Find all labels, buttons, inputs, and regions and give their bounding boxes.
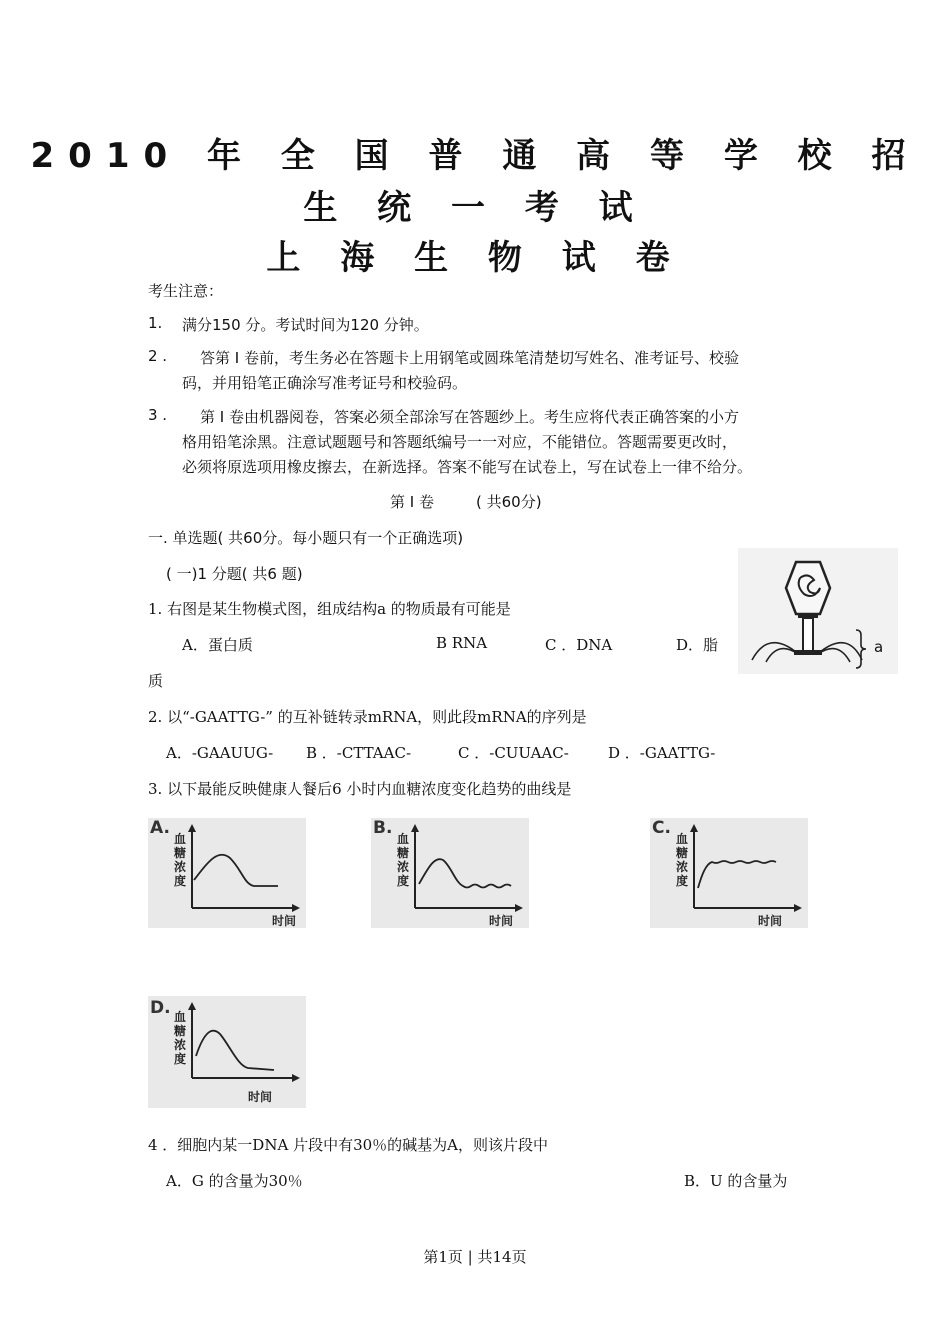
notice-item-3-line-2: 格用铅笔涂黑。注意试题题号和答题纸编号一一对应，不能错位。答题需要更改时， [182, 433, 738, 451]
notice-heading: 考生注意： [148, 282, 224, 300]
question-3-stem: 3. 以下最能反映健康人餐后6 小时内血糖浓度变化趋势的曲线是 [148, 780, 572, 798]
graph-d-y-label: 血糖浓度 [174, 1010, 187, 1066]
graph-b-letter: B. [373, 818, 393, 838]
question-2-stem: 2. 以“-GAATTG-” 的互补链转录mRNA，则此段mRNA的序列是 [148, 708, 587, 726]
title-line-1: 2010 年 全 国 普 通 高 等 学 校 招 [30, 136, 920, 176]
graph-c-y-arrow [690, 824, 698, 832]
question-2-option-c: C ．-CUUAAC- [458, 744, 569, 762]
notice-item-1-number: 1. [148, 314, 163, 332]
question-4-option-b: B．U 的含量为 [684, 1172, 788, 1190]
part-heading: 一. 单选题( 共60分。每小题只有一个正确选项) [148, 529, 464, 547]
graph-c-x-label: 时间 [758, 914, 783, 928]
title-line-2: 生 统 一 考 试 [303, 188, 647, 228]
graph-b-x-label: 时间 [489, 914, 514, 928]
question-4-stem: 4 ．细胞内某一DNA 片段中有30％的碱基为A，则该片段中 [148, 1136, 548, 1154]
graph-c-letter: C. [652, 818, 671, 838]
title-line-3: 上 海 生 物 试 卷 [266, 238, 684, 278]
structure-a-brace [856, 630, 866, 668]
graph-b-x-arrow [515, 904, 523, 912]
question-1-option-a: A．蛋白质 [182, 636, 253, 654]
question-2-option-d: D ．-GAATTG- [608, 744, 716, 762]
graph-b-curve [419, 859, 511, 887]
question-1-option-d-continued: 质 [148, 672, 164, 690]
graph-b-y-arrow [411, 824, 419, 832]
graph-a [148, 818, 306, 928]
graph-d-plot [148, 996, 306, 1108]
notice-item-2-line-2: 码，并用铅笔正确涂写准考证号和校验码。 [182, 374, 468, 392]
notice-item-1: 满分150 分。考试时间为120 分钟。 [182, 316, 429, 334]
graph-a-x-arrow [292, 904, 300, 912]
phage-baseplate [794, 650, 822, 655]
question-2-option-b: B ．-CTTAAC- [306, 744, 412, 762]
graph-a-y-arrow [188, 824, 196, 832]
graph-d-curve [196, 1031, 274, 1070]
graph-d-x-label: 时间 [248, 1090, 273, 1104]
notice-item-2-number: 2 . [148, 347, 168, 365]
volume-title: 第 I 卷 [390, 493, 434, 511]
tail-fiber-right-2 [818, 649, 850, 662]
structure-a-label: a [874, 638, 884, 656]
question-4-option-a: A．G 的含量为30％ [166, 1172, 303, 1190]
graph-c-curve [698, 861, 776, 888]
question-1-option-c: C ．DNA [545, 636, 613, 654]
sub-section-heading: ( 一)1 分题( 共6 题) [166, 565, 303, 583]
graph-d [148, 996, 306, 1108]
graph-b-y-label: 血糖浓度 [397, 832, 410, 888]
phage-figure [738, 548, 898, 674]
graph-a-letter: A. [150, 818, 170, 838]
graph-c-y-label: 血糖浓度 [676, 832, 689, 888]
volume-score: ( 共60分) [476, 493, 542, 511]
graph-a-curve [194, 855, 278, 886]
graph-a-y-label: 血糖浓度 [174, 832, 187, 888]
graph-c [650, 818, 808, 928]
question-1-option-b: B RNA [436, 634, 488, 652]
graph-d-y-arrow [188, 1002, 196, 1010]
graph-b [371, 818, 529, 928]
notice-item-2-line-1: 答第 I 卷前，考生务必在答题卡上用钢笔或圆珠笔清楚切写姓名、准考证号、校验 [200, 349, 739, 367]
question-1-stem: 1. 右图是某生物模式图，组成结构a 的物质最有可能是 [148, 600, 511, 618]
graph-c-x-arrow [794, 904, 802, 912]
notice-item-3-line-1: 第 I 卷由机器阅卷，答案必须全部涂写在答题纱上。考生应将代表正确答案的小方 [200, 408, 739, 426]
graph-a-x-label: 时间 [272, 914, 297, 928]
notice-item-3-number: 3 . [148, 406, 168, 424]
question-1-option-d: D．脂 [676, 636, 719, 654]
graph-c-plot [650, 818, 808, 928]
page-footer: 第1页 | 共14页 [423, 1248, 527, 1266]
graph-d-letter: D. [150, 998, 171, 1018]
tail-fiber-left-2 [766, 649, 798, 662]
graph-d-x-arrow [292, 1074, 300, 1082]
phage-tail [803, 618, 813, 652]
question-2-option-a: A．-GAAUUG- [166, 744, 274, 762]
notice-item-3-line-3: 必须将原选项用橡皮擦去，在新选择。答案不能写在试卷上，写在试卷上一律不给分。 [182, 458, 753, 476]
